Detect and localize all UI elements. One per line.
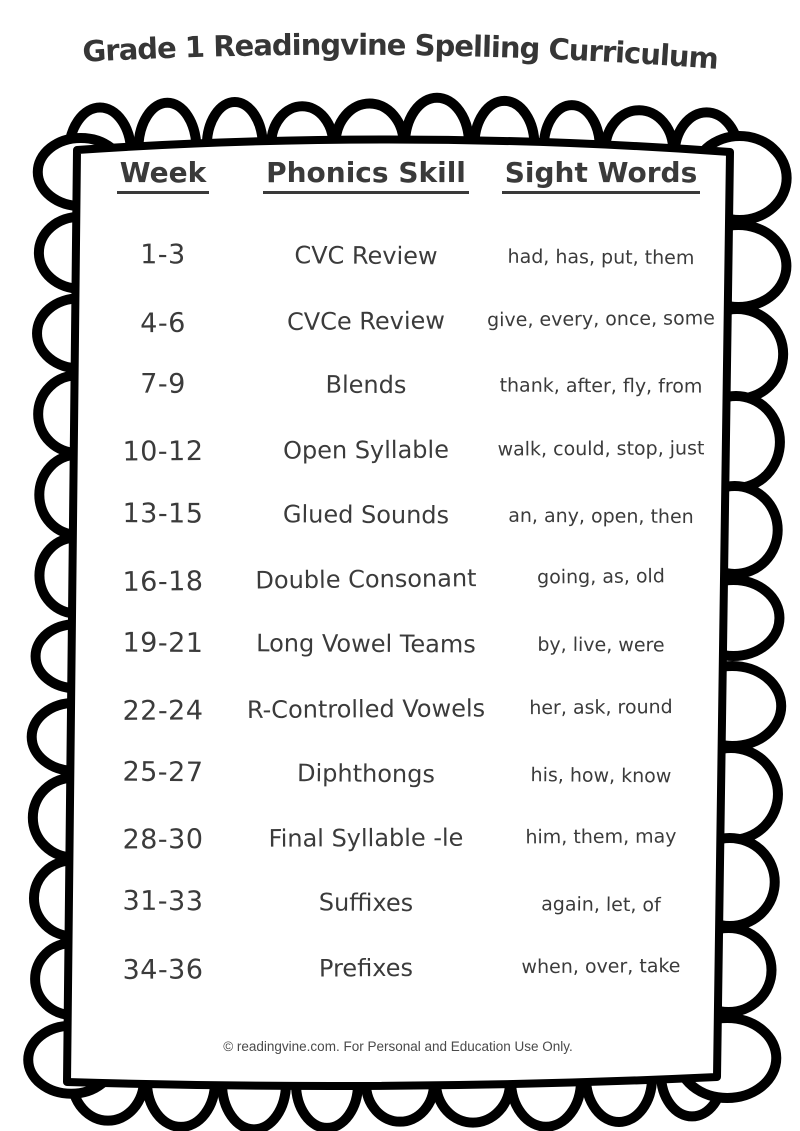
phonics-skill-cell: Blends bbox=[325, 371, 407, 400]
title-banner bbox=[0, 0, 800, 130]
week-cell: 13-15 bbox=[122, 497, 204, 530]
sight-words-cell: walk, could, stop, just bbox=[497, 437, 705, 461]
sight-words-cell: give, every, once, some bbox=[487, 307, 715, 332]
table-row bbox=[88, 933, 708, 1002]
phonics-skill-cell: Double Consonant bbox=[255, 564, 477, 596]
sight-words-cell: an, any, open, then bbox=[508, 504, 694, 529]
table-row bbox=[88, 805, 708, 873]
sight-words-cell: by, live, were bbox=[537, 634, 665, 657]
sight-words-cell: his, how, know bbox=[530, 764, 672, 788]
sight-words-cell: going, as, old bbox=[537, 565, 665, 590]
col-header-sight: Sight Words bbox=[502, 156, 701, 194]
spelling-table-body bbox=[88, 224, 715, 1000]
phonics-skill-cell: Long Vowel Teams bbox=[256, 629, 476, 659]
phonics-skill-cell: Diphthongs bbox=[296, 758, 436, 789]
phonics-skill-cell: CVCe Review bbox=[286, 306, 446, 336]
week-cell: 19-21 bbox=[122, 627, 204, 659]
phonics-skill-cell: Final Syllable -le bbox=[268, 824, 464, 854]
page-title: Grade 1 Readingvine Spelling Curriculum bbox=[81, 27, 720, 76]
sight-words-cell: when, over, take bbox=[521, 954, 681, 979]
table-row bbox=[88, 739, 709, 809]
phonics-skill-cell: R-Controlled Vowels bbox=[246, 694, 486, 725]
table-row bbox=[88, 352, 708, 420]
table-row bbox=[88, 544, 709, 615]
spelling-table-header bbox=[88, 156, 708, 194]
table-row bbox=[88, 222, 708, 291]
week-cell: 1-3 bbox=[140, 239, 186, 271]
table-row bbox=[88, 868, 709, 938]
phonics-skill-cell: Prefixes bbox=[318, 953, 414, 983]
week-cell: 25-27 bbox=[122, 755, 204, 788]
week-cell: 4-6 bbox=[140, 307, 186, 339]
sight-words-cell: had, has, put, them bbox=[507, 246, 695, 270]
week-cell: 34-36 bbox=[122, 953, 204, 986]
table-row bbox=[88, 481, 708, 550]
week-cell: 31-33 bbox=[122, 885, 204, 918]
week-cell: 10-12 bbox=[122, 435, 204, 468]
phonics-skill-cell: Glued Sounds bbox=[282, 500, 450, 530]
sight-words-cell: him, them, may bbox=[525, 826, 677, 849]
col-header-phonics: Phonics Skill bbox=[263, 156, 469, 194]
col-header-week: Week bbox=[117, 156, 210, 194]
table-row bbox=[88, 611, 708, 679]
week-cell: 28-30 bbox=[122, 824, 204, 856]
week-cell: 22-24 bbox=[122, 695, 204, 727]
table-row bbox=[88, 416, 708, 484]
table-row bbox=[88, 286, 715, 356]
sight-words-cell: thank, after, fly, from bbox=[499, 375, 703, 399]
svg-text:Grade 1 Readingvine Spelling C bbox=[82, 28, 719, 76]
table-row bbox=[88, 675, 708, 744]
sight-words-cell: her, ask, round bbox=[529, 696, 673, 720]
phonics-skill-cell: CVC Review bbox=[294, 241, 438, 271]
phonics-skill-cell: Suffixes bbox=[318, 888, 414, 918]
week-cell: 7-9 bbox=[140, 368, 186, 401]
sight-words-cell: again, let, of bbox=[541, 893, 661, 917]
footer-copyright: © readingvine.com. For Personal and Education Use Only. bbox=[223, 1039, 573, 1054]
phonics-skill-cell: Open Syllable bbox=[282, 436, 450, 466]
week-cell: 16-18 bbox=[122, 566, 204, 599]
